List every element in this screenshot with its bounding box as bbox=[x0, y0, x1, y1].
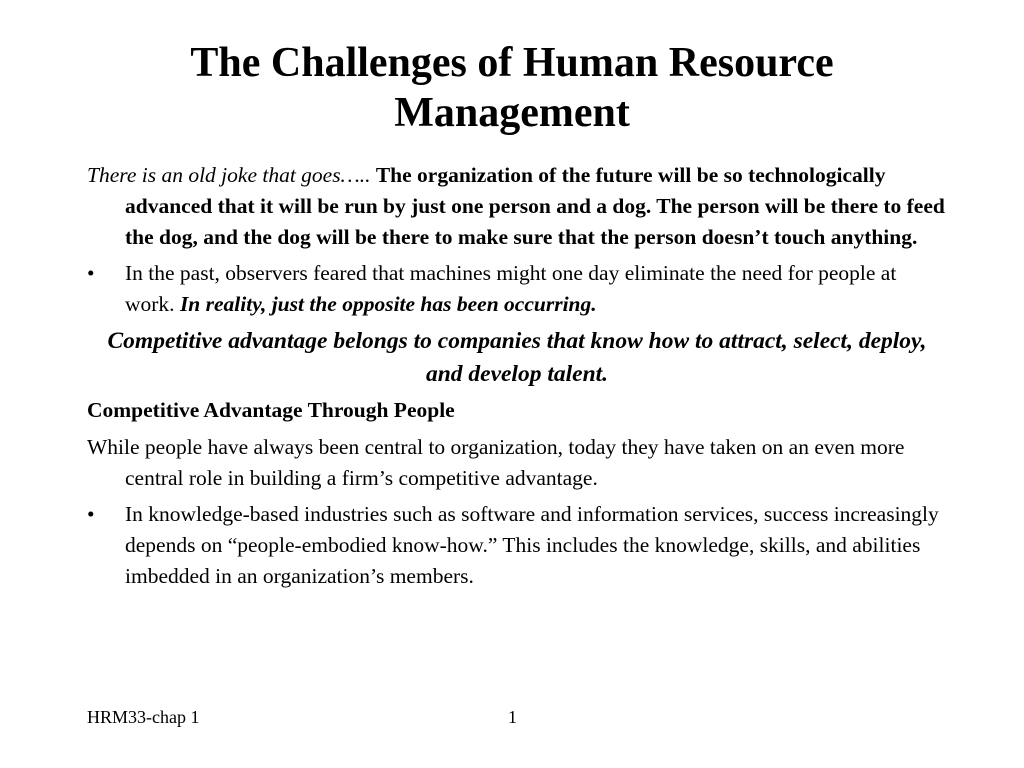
centered-statement: Competitive advantage belongs to companies that know how to attract, select, deploy, and develop talent. bbox=[107, 328, 927, 387]
bullet-emphasis: In reality, just the opposite has been occurring. bbox=[179, 292, 597, 316]
intro-paragraph bbox=[87, 160, 947, 253]
bullet-item-knowledge bbox=[87, 499, 947, 592]
slide-body bbox=[87, 160, 947, 597]
slide-title: The Challenges of Human Resource Management bbox=[190, 40, 834, 136]
intro-lead: There is an old joke that goes….. bbox=[87, 163, 371, 187]
central-role-paragraph bbox=[87, 432, 947, 494]
page-number: 1 bbox=[508, 707, 517, 727]
bullet-dot-icon: • bbox=[87, 261, 95, 285]
bullet-text: In the past, observers feared that machines might one day eliminate the need for people at work. bbox=[125, 261, 897, 316]
intro-joke: The organization of the future will be so technologically advanced that it will be run by just one person and a dog. The person will be there to feed the dog, and the dog will be there to make sure that the person doesn’t touch anything. bbox=[125, 163, 945, 249]
bullet-item-machines bbox=[87, 258, 947, 320]
bullet-dot-icon: • bbox=[87, 502, 95, 526]
section-heading: Competitive Advantage Through People bbox=[87, 398, 455, 422]
footer-label: HRM33-chap 1 bbox=[87, 707, 200, 727]
paragraph-text: While people have always been central to organization, today they have taken on an even more central role in building a firm’s competitive advantage. bbox=[87, 435, 905, 490]
bullet-text: In knowledge-based industries such as software and information services, success increasingly depends on “people-embodied know-how.” This includes the knowledge, skills, and abilities imbedded in an organization’s members. bbox=[125, 502, 939, 588]
